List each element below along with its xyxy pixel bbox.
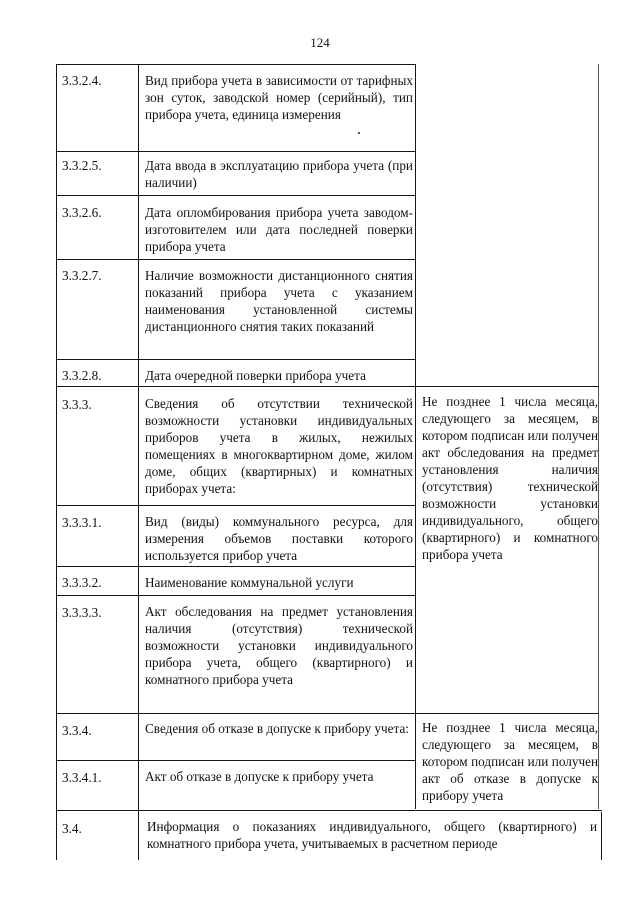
row-text: Акт обследования на предмет установления наличия (отсутствия) технической возможности установки индивидуального прибора учета, общего (квартирного) и комнатного прибора учета (145, 604, 413, 687)
row-text: Вид (виды) коммунального ресурса, для измерения объемов поставки которого используется прибор учета (145, 514, 413, 563)
row-text: Дата очередной поверки прибора учета (145, 368, 366, 383)
row-text: Дата опломбирования прибора учета заводом-изготовителем или дата последней поверки прибора учета (145, 205, 413, 254)
row-divider (56, 760, 416, 761)
table-left-border (56, 64, 57, 860)
row-text: Информация о показаниях индивидуального, общего (квартирного) и комнатного прибора учета, учитываемых в расчетном периоде (147, 819, 597, 851)
row-number: 3.3.2.7. (62, 268, 102, 283)
row-text: Акт об отказе в допуске к прибору учета (145, 769, 374, 784)
table-right-border (601, 812, 602, 860)
row-text: Сведения об отсутствии технической возможности установки индивидуальных приборов учета в жилых, нежилых помещениях в многоквартирном доме, жилом доме, общих (квартирных) и комнатных приборах учета: (145, 396, 413, 496)
page-number: 124 (310, 35, 330, 50)
row-number: 3.3.3. (62, 397, 92, 412)
column-divider (415, 64, 416, 809)
row-divider (56, 713, 599, 714)
row-text: Вид прибора учета в зависимости от тарифных зон суток, заводской номер (серийный), тип прибора учета, единица измерения (145, 73, 413, 122)
row-number: 3.4. (62, 821, 82, 836)
row-divider (56, 259, 416, 260)
row-divider (56, 151, 416, 152)
row-divider (56, 810, 602, 811)
scan-speck (358, 132, 360, 134)
table-right-border (598, 64, 599, 809)
row-text: Наименование коммунальной услуги (145, 575, 354, 590)
row-divider (56, 505, 416, 506)
row-number: 3.3.3.1. (62, 515, 102, 530)
row-number: 3.3.2.8. (62, 368, 102, 383)
row-number: 3.3.2.5. (62, 158, 102, 173)
row-divider (56, 64, 416, 65)
deadline-text: Не позднее 1 числа месяца, следующего за месяцем, в котором подписан или получен акт об отказе в допуске к прибору учета (422, 720, 598, 803)
row-divider (56, 595, 416, 596)
row-text: Сведения об отказе в допуске к прибору учета: (145, 721, 409, 736)
row-text: Наличие возможности дистанционного снятия показаний прибора учета с указанием наименования установленной системы дистанционного снятия таких показаний (145, 268, 413, 334)
row-number: 3.3.2.6. (62, 205, 102, 220)
row-number: 3.3.4.1. (62, 770, 102, 785)
row-divider (56, 359, 416, 360)
row-divider (56, 386, 599, 387)
row-divider (56, 566, 416, 567)
column-divider (138, 64, 139, 860)
row-text: Дата ввода в эксплуатацию прибора учета (при наличии) (145, 158, 413, 190)
deadline-text: Не позднее 1 числа месяца, следующего за месяцем, в котором подписан или получен акт обследования на предмет установления наличия (отсутствия) технической возможности установки индивидуального, общего (квартирного) и комнатного прибора учета (422, 394, 598, 562)
row-number: 3.3.3.3. (62, 605, 102, 620)
row-divider (56, 195, 416, 196)
row-number: 3.3.4. (62, 723, 92, 738)
row-number: 3.3.3.2. (62, 575, 102, 590)
row-number: 3.3.2.4. (62, 73, 102, 88)
